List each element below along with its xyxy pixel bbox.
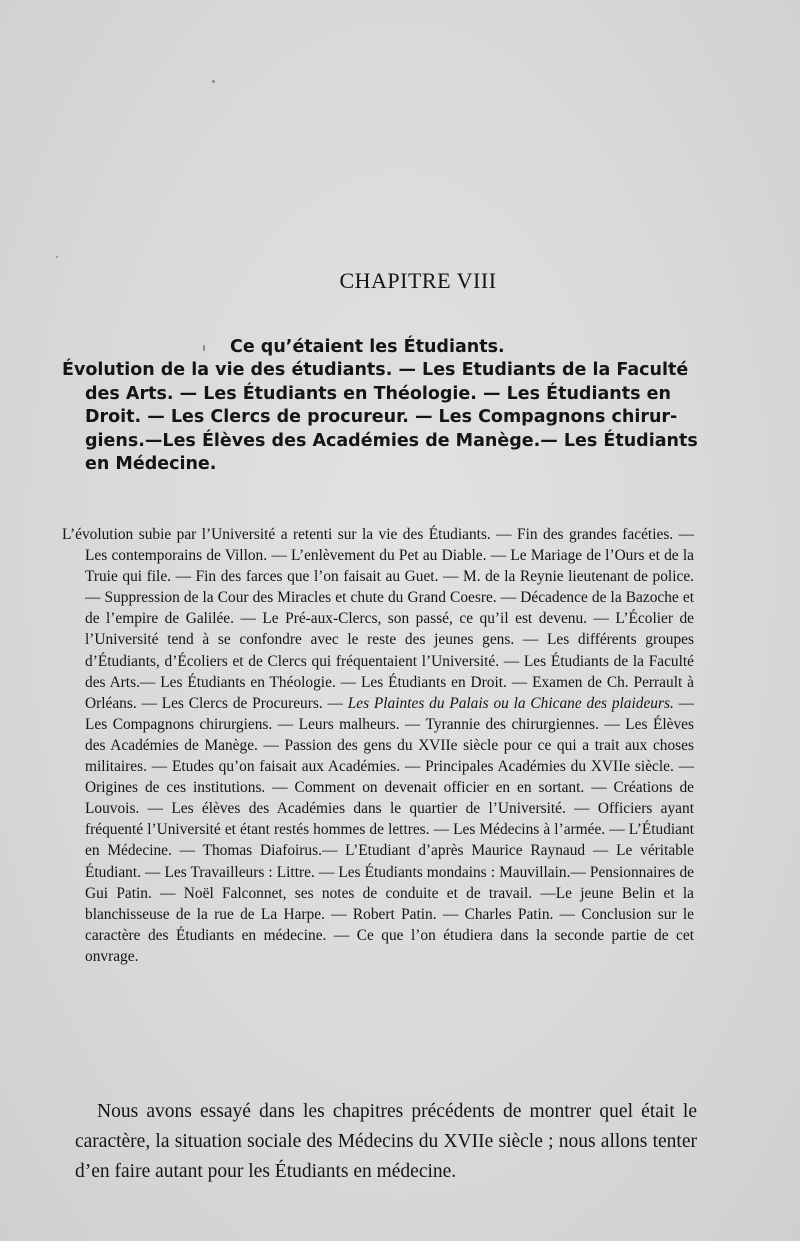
paper-speck xyxy=(212,80,215,83)
chapter-heading xyxy=(62,336,702,476)
heading-line: Évolution de la vie des étudiants. — Les Etudiants de la Faculté xyxy=(62,360,689,381)
summary-italic-title: Les Plaintes du Palais ou la Chicane des plaideurs. xyxy=(347,694,674,712)
body-paragraph: Nous avons essayé dans les chapitres précédents de montrer quel était le caractère, la situation sociale des Médecins du XVIIe siècle ; nous allons tenter d’en faire autant pour les Étudiants en médecine. xyxy=(75,1101,697,1182)
heading-line: Ce qu’étaient les Étudiants. xyxy=(230,337,505,357)
body-text xyxy=(75,1097,697,1187)
chapter-summary xyxy=(62,524,694,967)
heading-line: des Arts. — Les Étudiants en Théologie. — Les Étudiants en xyxy=(85,383,671,404)
heading-line: Droit. — Les Clercs de procureur. — Les Compagnons chirur- xyxy=(85,407,678,428)
summary-paragraph xyxy=(62,524,694,967)
heading-line: giens.—Les Élèves des Académies de Manège.— Les Étudiants xyxy=(85,430,698,451)
chapter-title: CHAPITRE VIII xyxy=(339,268,497,293)
paper-speck xyxy=(56,256,58,258)
summary-text: L’évolution subie par l’Université a retenti sur la vie des Étudiants. — Fin des grandes facéties. — Les contemporains de Villon. — L’enlèvement du Pet au Diable. — Le Mariage de l’Ours et de la Truie qui file. — Fin des farces que l’on faisait au Guet. — M. de la Reynie lieutenant de police. — Suppression de la Cour des Miracles et chute du Grand Coesre. — Décadence de la Bazoche et de l’empire de Galilée. — Le Pré-aux-Clercs, son passé, ce qu’il est devenu. — L’Écolier de l’Université tend à se confondre avec le reste des jeunes gens. — Les différents groupes d’Étudiants, d’Écoliers et de Clercs qui fréquentaient l’Université. — Les Étudiants de la Faculté des Arts.— Les Étudiants en Théologie. — Les Étudiants en Droit. — Examen de Ch. Perrault à Orléans. — Les Clercs de Procureurs. — xyxy=(62,526,694,712)
heading-line: en Médecine. xyxy=(85,454,217,475)
summary-text-continued: — Les Compagnons chirurgiens. — Leurs malheurs. — Tyrannie des chirurgiennes. — Les Élèves des Académies de Manège. — Passion des gens du XVIIe siècle pour ce qui a trait aux choses militaires. — Etudes qu’on faisait aux Académies. — Principales Académies du XVIIe siècle. — Origines de ces institutions. — Comment on devenait officier en en sortant. — Créations de Louvois. — Les élèves des Académies dans le quartier de l’Université. — Officiers ayant fréquenté l’Université et étant restés hommes de lettres. — Les Médecins à l’armée. — L’Étudiant en Médecine. — Thomas Diafoirus.— L’Etudiant d’après Maurice Raynaud — Le véritable Étudiant. — Les Travailleurs : Littre. — Les Étudiants mondains : Mauvillain.— Pensionnaires de Gui Patin. — Noël Falconnet, ses notes de conduite et de travail. —Le jeune Belin et la blanchisseuse de la rue de La Harpe. — Robert Patin. — Charles Patin. — Conclusion sur le caractère des Étudiants en médecine. — Ce que l’on étudiera dans la seconde partie de cet onvrage. xyxy=(85,694,695,965)
